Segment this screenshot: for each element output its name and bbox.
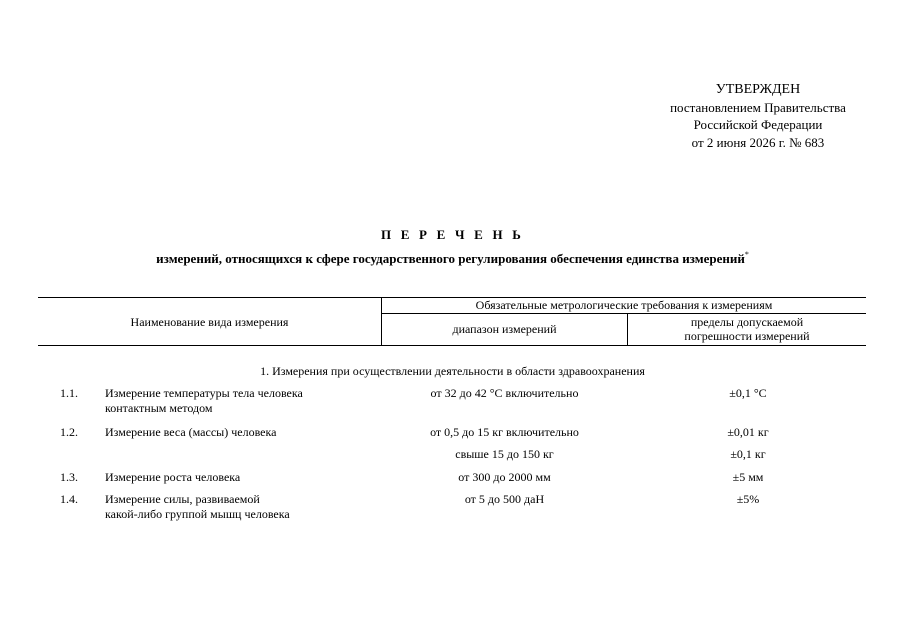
row-name-line-2: какой-либо группой мышц человека xyxy=(105,507,290,521)
document-subtitle-text: измерений, относящихся к сфере государственного регулирования обеспечения единства измерений xyxy=(156,251,745,266)
requirements-divider xyxy=(381,313,866,314)
row-name xyxy=(105,492,365,522)
row-error: ±0,01 кг xyxy=(727,425,769,439)
header-error-line-2: погрешности измерений xyxy=(684,329,810,343)
row-range: от 0,5 до 15 кг включительно xyxy=(430,425,579,439)
row-number: 1.2. xyxy=(60,425,78,439)
row-number: 1.1. xyxy=(60,386,78,400)
footnote-mark: * xyxy=(744,250,749,259)
row-error: ±0,1 °С xyxy=(729,386,767,400)
row-range: от 32 до 42 °С включительно xyxy=(430,386,579,400)
row-error: ±5 мм xyxy=(732,470,764,484)
row-number: 1.4. xyxy=(60,492,78,506)
approval-line-1: постановлением Правительства xyxy=(670,99,846,115)
row-number: 1.3. xyxy=(60,470,78,484)
header-requirements: Обязательные метрологические требования к измерениям xyxy=(475,298,773,312)
row-name: Измерение роста человека xyxy=(105,470,241,484)
row-error: ±5% xyxy=(736,492,760,506)
row-name-line-2: контактным методом xyxy=(105,401,213,415)
row-name xyxy=(105,386,365,416)
section-heading: 1. Измерения при осуществлении деятельности в области здравоохранения xyxy=(260,364,645,378)
document-title: П Е Р Е Ч Е Н Ь xyxy=(380,227,525,242)
row-range: от 300 до 2000 мм xyxy=(458,470,551,484)
header-error-line-1: пределы допускаемой xyxy=(690,315,804,329)
table-header-bottom-border xyxy=(38,345,866,346)
row-range: от 5 до 500 даН xyxy=(464,492,545,506)
approval-title: УТВЕРЖДЕН xyxy=(715,82,801,97)
approval-block xyxy=(600,81,905,151)
approval-line-3: от 2 июня 2026 г. № 683 xyxy=(691,134,825,150)
header-error-column xyxy=(628,315,866,343)
row-range: свыше 15 до 150 кг xyxy=(455,447,554,461)
document-subtitle xyxy=(0,250,905,267)
header-range-column: диапазон измерений xyxy=(452,322,557,336)
row-error: ±0,1 кг xyxy=(730,447,766,461)
row-name-line-1: Измерение силы, развиваемой xyxy=(105,492,260,506)
row-name: Измерение веса (массы) человека xyxy=(105,425,277,439)
header-name-column: Наименование вида измерения xyxy=(130,315,289,329)
approval-line-2: Российской Федерации xyxy=(693,117,823,132)
row-name-line-1: Измерение температуры тела человека xyxy=(105,386,303,400)
